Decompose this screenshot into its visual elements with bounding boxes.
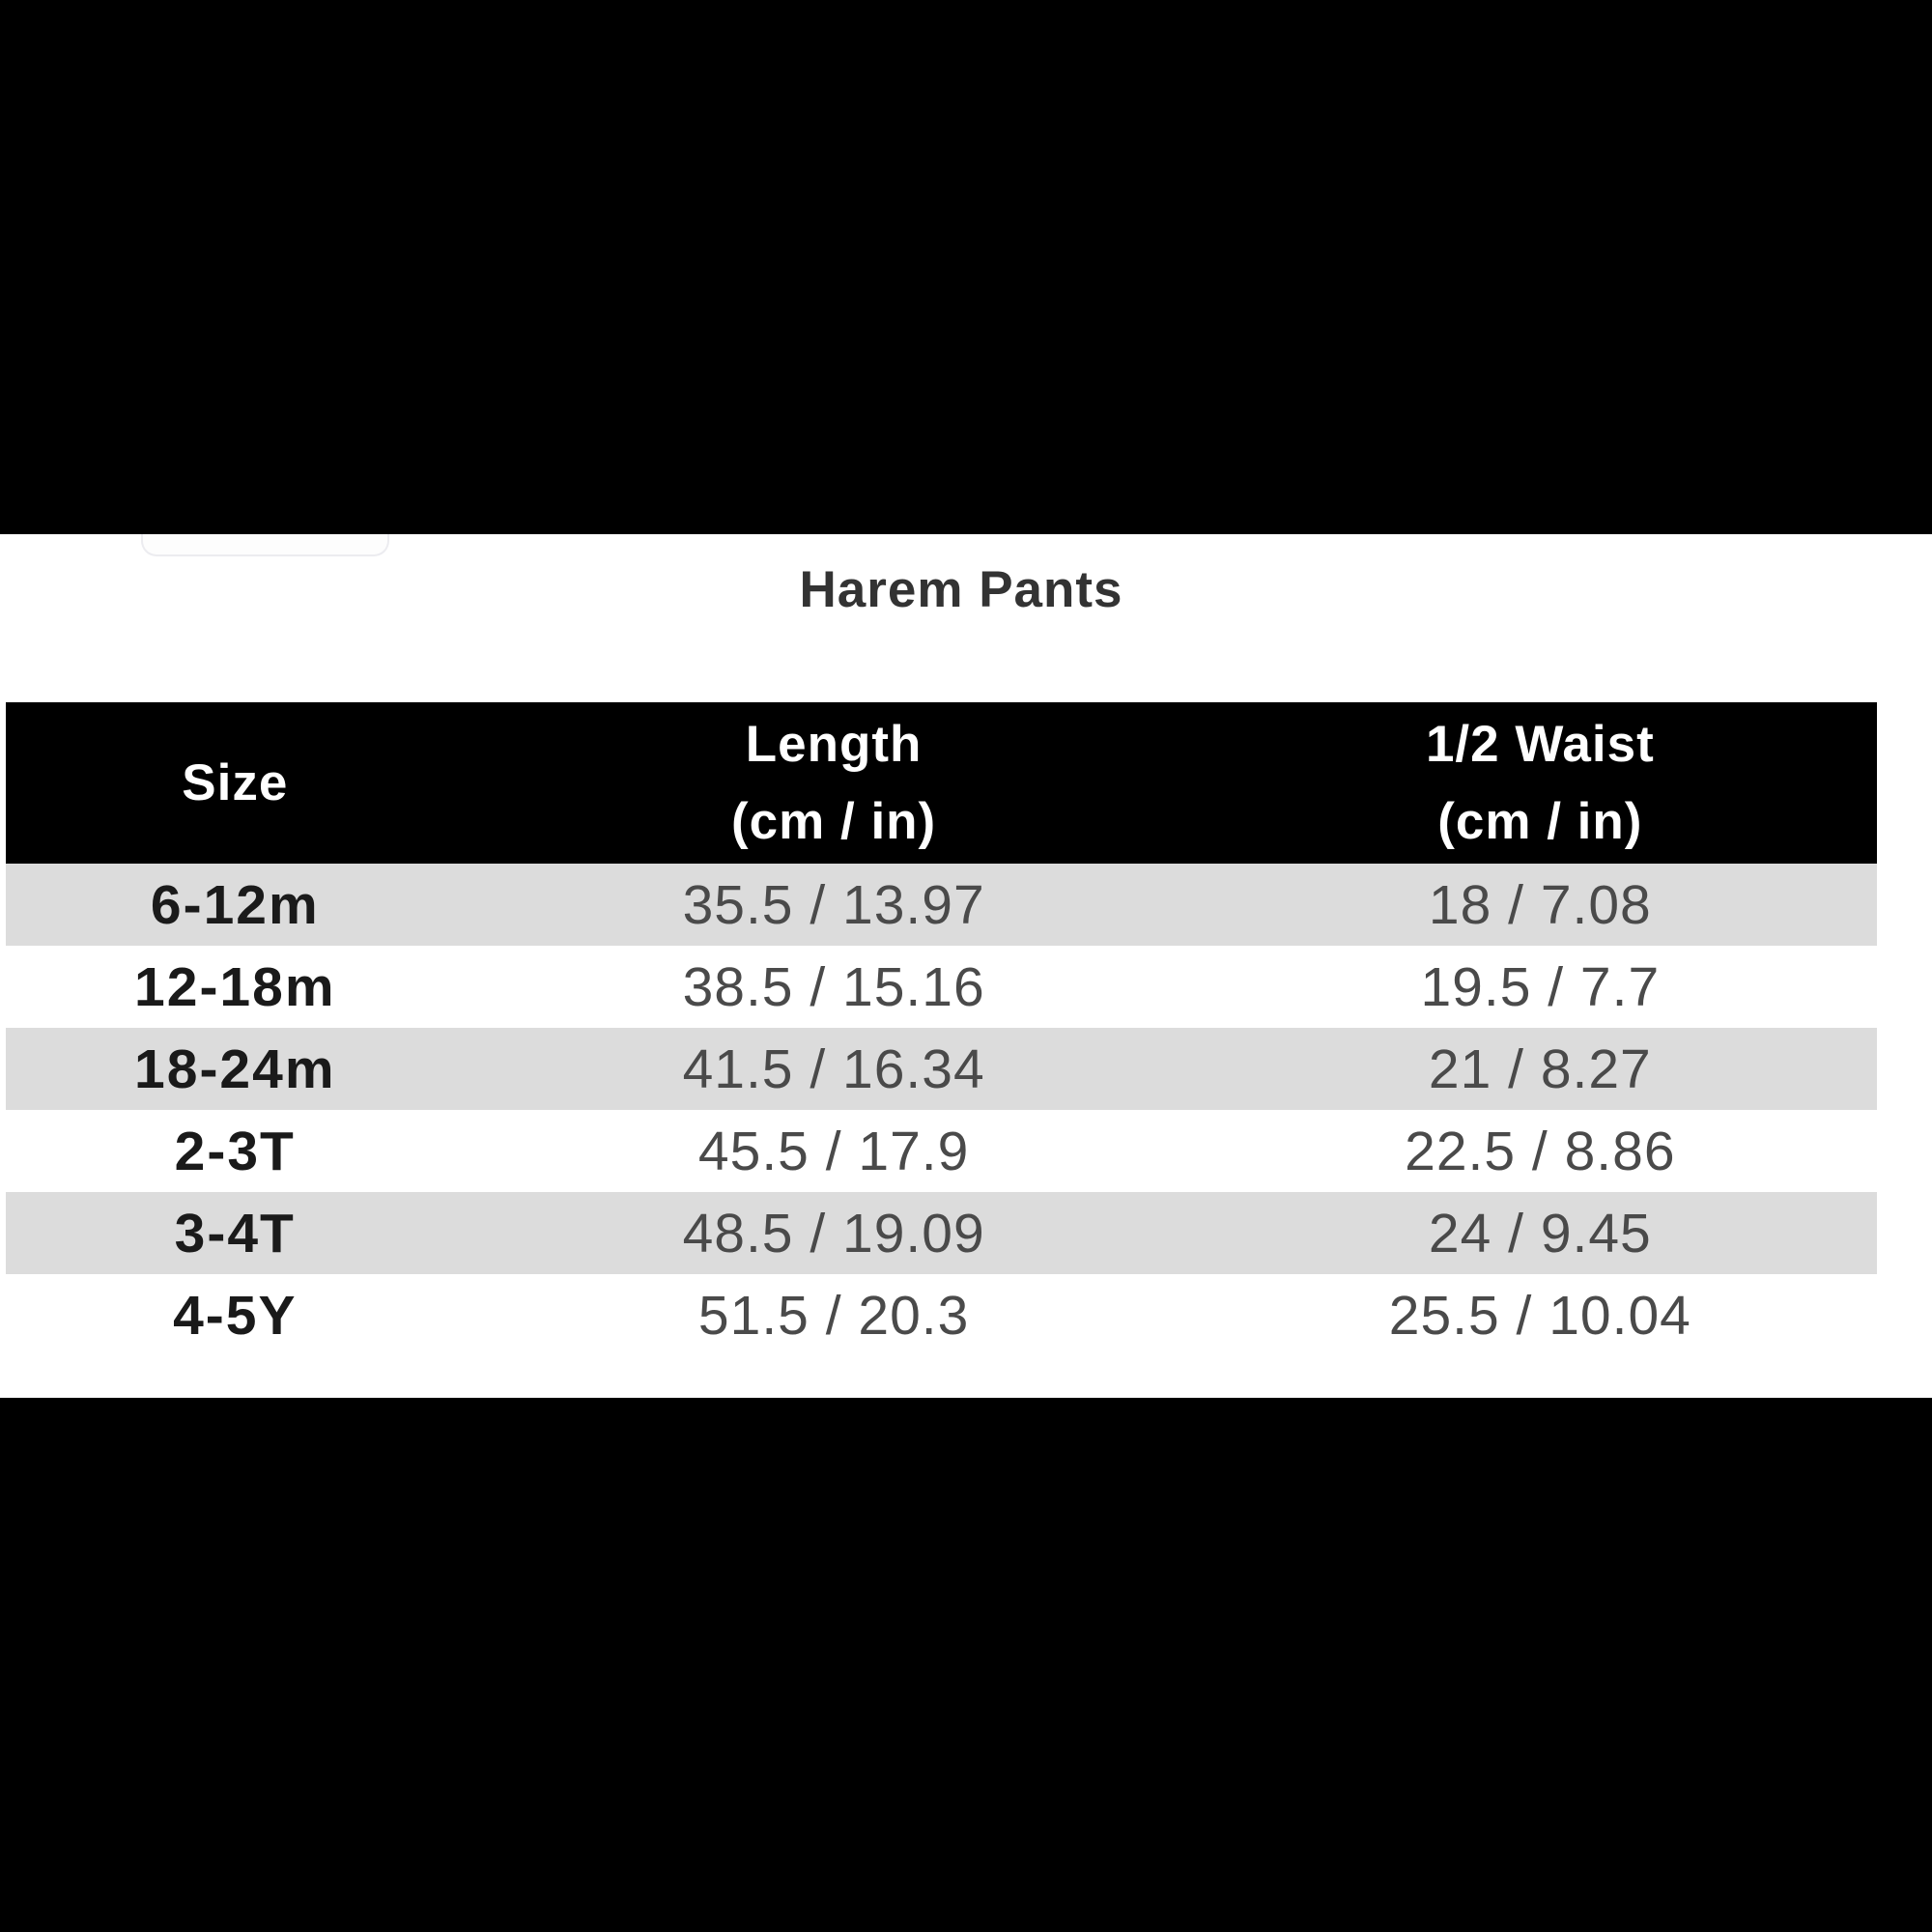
column-header-length: [465, 702, 1204, 864]
table-row: [6, 1274, 1877, 1356]
size-chart-panel: [0, 534, 1932, 1398]
size-label: 2-3T: [174, 1120, 296, 1182]
column-header-waist: [1204, 702, 1877, 864]
column-header-waist-label: 1/2 Waist: [1425, 715, 1655, 773]
table-row: [6, 1028, 1877, 1110]
length-value: 45.5 / 17.9: [697, 1120, 970, 1182]
letterbox-bottom: [0, 1398, 1932, 1932]
partial-tab[interactable]: [141, 530, 389, 556]
column-header-length-label: Length: [745, 715, 923, 773]
column-header-length-units: (cm / in): [731, 792, 937, 850]
size-label: 3-4T: [174, 1202, 296, 1264]
table-row: [6, 864, 1877, 946]
table-row: [6, 1192, 1877, 1274]
waist-value: 19.5 / 7.7: [1420, 955, 1661, 1018]
waist-value: 21 / 8.27: [1428, 1037, 1652, 1100]
column-header-size-label: Size: [182, 753, 289, 811]
length-value: 51.5 / 20.3: [697, 1284, 970, 1347]
size-label: 12-18m: [134, 955, 336, 1018]
waist-value: 18 / 7.08: [1428, 873, 1652, 936]
length-value: 35.5 / 13.97: [682, 873, 985, 936]
size-chart-table: [6, 702, 1877, 1356]
column-header-waist-units: (cm / in): [1437, 792, 1643, 850]
waist-value: 24 / 9.45: [1428, 1202, 1652, 1264]
table-row: [6, 1110, 1877, 1192]
size-label: 18-24m: [134, 1037, 336, 1100]
column-header-size: [6, 702, 465, 864]
page-title: Harem Pants: [799, 561, 1123, 618]
letterbox-top: [0, 0, 1932, 534]
table-header-row: [6, 702, 1877, 864]
length-value: 41.5 / 16.34: [682, 1037, 985, 1100]
waist-value: 22.5 / 8.86: [1405, 1120, 1676, 1182]
size-label: 6-12m: [150, 873, 320, 936]
table-row: [6, 946, 1877, 1028]
size-label: 4-5Y: [173, 1284, 298, 1347]
length-value: 38.5 / 15.16: [682, 955, 985, 1018]
length-value: 48.5 / 19.09: [682, 1202, 985, 1264]
waist-value: 25.5 / 10.04: [1388, 1284, 1691, 1347]
